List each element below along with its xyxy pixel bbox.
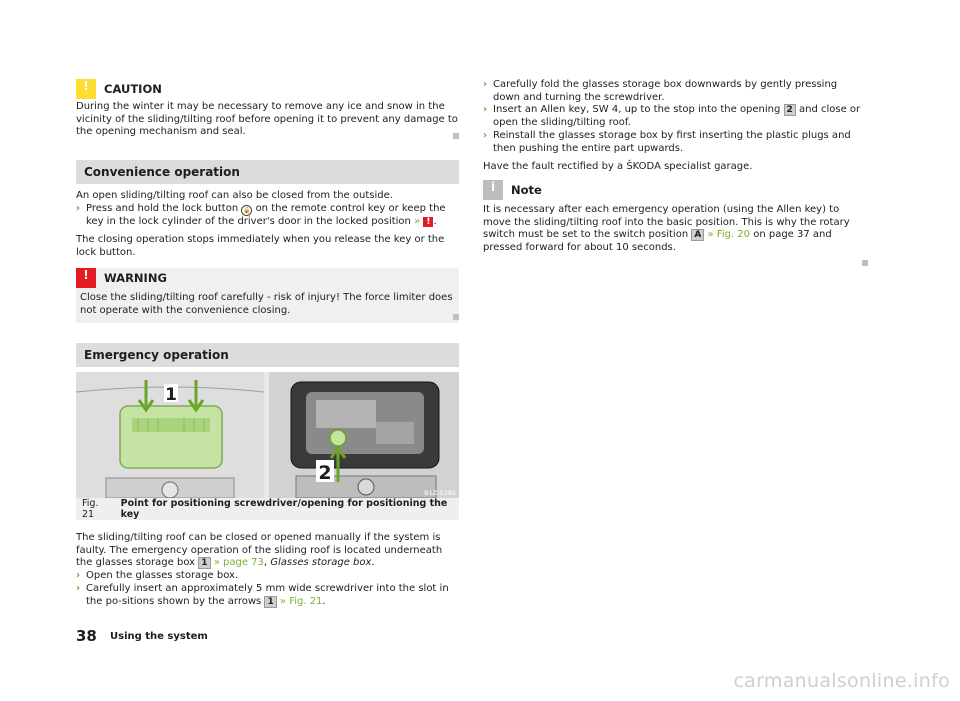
- warning-icon: !: [76, 268, 96, 288]
- caption-number: Fig. 21: [82, 498, 99, 520]
- figure-21-image: [76, 372, 459, 498]
- emergency-step-2: › Carefully insert an approximately 5 mm wide screwdriver into the slot in the po-sitions shown by the arrows 1 » Fig. 21.: [76, 582, 449, 607]
- figure-code: B1Z-0385: [424, 489, 456, 497]
- end-marker: [453, 133, 459, 139]
- convenience-section: [76, 160, 459, 260]
- step-arrow-icon: ›: [483, 79, 488, 90]
- caution-notice: [76, 79, 459, 139]
- end-marker: [862, 260, 868, 266]
- ref-box-2: 2: [784, 104, 796, 116]
- warning-text: Close the sliding/tilting roof carefully - risk of injury! The force limiter does not operate with the convenience closing.: [80, 292, 453, 316]
- warning-notice: [76, 268, 459, 323]
- warning-badge: !: [423, 217, 433, 227]
- fault-text: Have the fault rectified by a ŠKODA specialist garage.: [483, 161, 753, 173]
- ref-box-1: 1: [264, 596, 276, 608]
- warning-heading: WARNING: [104, 271, 167, 285]
- convenience-step: › Press and hold the lock button 🔒 on the remote control key or keep the key in the lock cylinder of the driver's door in the locked position » ! .: [76, 202, 446, 227]
- emergency-para: The sliding/tilting roof can be closed or opened manually if the system is faulty. The emergency operation of the sliding roof is located underneath the glasses storage box 1 » page 73, Glasses storage box.: [76, 532, 443, 569]
- section-heading-emergency: Emergency operation: [76, 343, 459, 367]
- step-arrow-icon: ›: [76, 570, 81, 582]
- caution-text: During the winter it may be necessary to remove any ice and snow in the vicinity of the sliding/tilting roof before opening it to prevent any damage to the opening mechanism and seal.: [76, 101, 458, 138]
- opened-console-illustration: [269, 372, 459, 498]
- page-number: 38: [76, 627, 97, 645]
- step-arrow-icon: ›: [76, 202, 81, 214]
- step-arrow-icon: ›: [483, 104, 488, 116]
- emergency-step-1: › Open the glasses storage box.: [76, 570, 239, 582]
- right-step-3: › Reinstall the glasses storage box by first inserting the plastic plugs and then pushing the entire part upwards.: [483, 129, 851, 154]
- caution-icon: !: [76, 79, 96, 99]
- right-step-1: › Carefully fold the glasses storage box downwards by gently pressing down and turning the screwdriver.: [483, 79, 838, 103]
- figure-label-1: 1: [165, 385, 177, 405]
- caption-text: Point for positioning screwdriver/opening for positioning the key: [120, 498, 448, 520]
- watermark: carmanualsonline.info: [733, 670, 950, 692]
- emergency-text: [76, 532, 459, 608]
- ref-box-a: A: [691, 229, 704, 241]
- lock-button-icon: 🔒: [243, 206, 251, 214]
- step-arrow-icon: ›: [483, 129, 488, 141]
- convenience-intro: An open sliding/tilting roof can also be closed from the outside.: [76, 190, 393, 201]
- caution-heading: CAUTION: [104, 82, 162, 96]
- section-heading-convenience: Convenience operation: [76, 160, 459, 184]
- glasses-ref: Glasses storage box: [270, 557, 372, 569]
- right-step-2: › Insert an Allen key, SW 4, up to the stop into the opening 2 and close or open the sliding/tilting roof.: [483, 104, 861, 129]
- page-73-link[interactable]: » page 73: [213, 557, 264, 569]
- convenience-closing: The closing operation stops immediately when you release the key or the lock button.: [76, 234, 445, 259]
- note-text: It is necessary after each emergency operation (using the Allen key) to move the sliding/tilting roof into the basic position. This is why the rotary switch must be set to the switch position A » Fig. 20 on page 37 and pressed forward for about 10 seconds.: [483, 204, 850, 254]
- note-heading: Note: [511, 183, 542, 197]
- page-title: Using the system: [110, 631, 208, 642]
- fig-20-link[interactable]: » Fig. 20: [707, 229, 751, 241]
- figure-caption: [76, 498, 459, 520]
- figure-21: [76, 372, 459, 522]
- note-notice: [483, 180, 866, 255]
- ref-box-1: 1: [198, 557, 210, 569]
- end-marker: [453, 314, 459, 320]
- warning-ref-link[interactable]: »: [414, 215, 421, 227]
- emergency-section: [76, 343, 459, 367]
- right-steps: [483, 79, 866, 174]
- info-icon: i: [483, 180, 503, 200]
- fig-21-link[interactable]: » Fig. 21: [279, 595, 323, 607]
- step-arrow-icon: ›: [76, 582, 81, 594]
- figure-label-2: 2: [318, 462, 332, 484]
